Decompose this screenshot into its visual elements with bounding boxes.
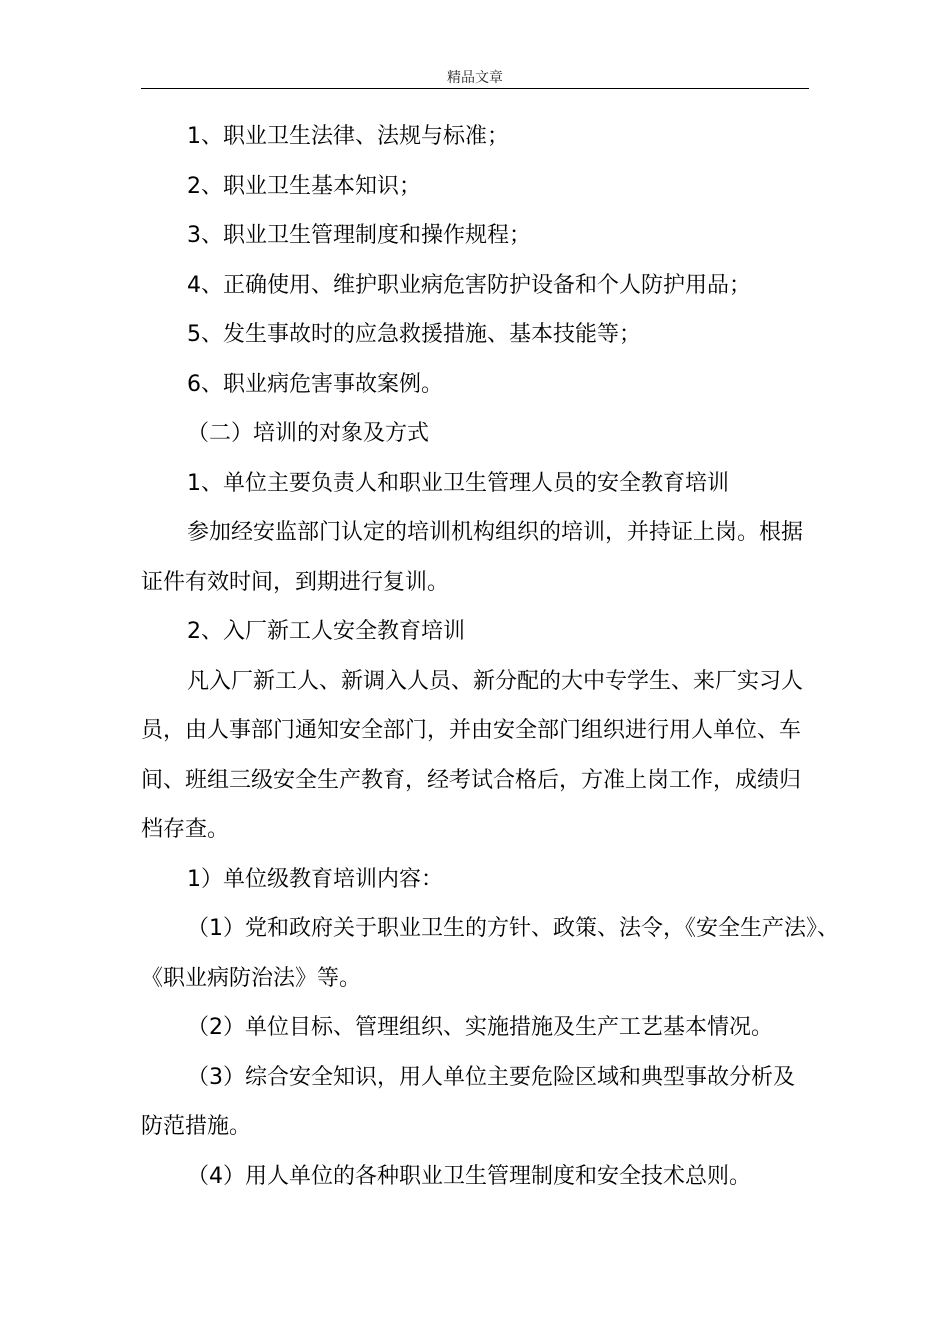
list-item-5: 5、发生事故时的应急救援措施、基本技能等； [187,322,641,347]
list-item-6: 6、职业病危害事故案例。 [187,371,443,397]
content-item-3: （3）综合安全知识，用人单位主要危险区域和典型事故分析及 [187,1064,795,1090]
subsection-heading-2: 2、入厂新工人安全教育培训 [187,619,465,644]
list-item-3: 3、职业卫生管理制度和操作规程； [187,223,531,248]
paragraph-line: 证件有效时间，到期进行复训。 [141,569,450,595]
subsection-heading-1: 1、单位主要负责人和职业卫生管理人员的安全教育培训 [187,470,729,496]
list-item-2: 2、职业卫生基本知识； [187,173,421,199]
section-heading: （二）培训的对象及方式 [187,421,430,446]
page-header-title: 精品文章 [447,70,503,86]
paragraph-line: 间、班组三级安全生产教育，经考试合格后，方准上岗工作，成绩归 [141,767,802,793]
header-divider [141,88,809,89]
content-item-4: （4）用人单位的各种职业卫生管理制度和安全技术总则。 [187,1163,751,1189]
content-item-1-continued: 《职业病防治法》等。 [141,965,362,991]
paragraph-line: 档存查。 [141,817,230,842]
paragraph-line: 凡入厂新工人、新调入人员、新分配的大中专学生、来厂实习人 [187,668,804,694]
paragraph-line: 参加经安监部门认定的培训机构组织的培训，并持证上岗。根据 [187,520,804,545]
list-item-4: 4、正确使用、维护职业病危害防护设备和个人防护用品； [187,272,751,298]
content-heading: 1）单位级教育培训内容： [187,866,443,892]
content-item-3-continued: 防范措施。 [141,1114,252,1139]
paragraph-line: 员，由人事部门通知安全部门，并由安全部门组织进行用人单位、车 [141,718,802,743]
document-body [141,112,839,1201]
content-item-2: （2）单位目标、管理组织、实施措施及生产工艺基本情况。 [187,1015,773,1040]
list-item-1: 1、职业卫生法律、法规与标准； [187,124,509,149]
content-item-1: （1）党和政府关于职业卫生的方针、政策、法令，《安全生产法》、 [187,916,839,941]
